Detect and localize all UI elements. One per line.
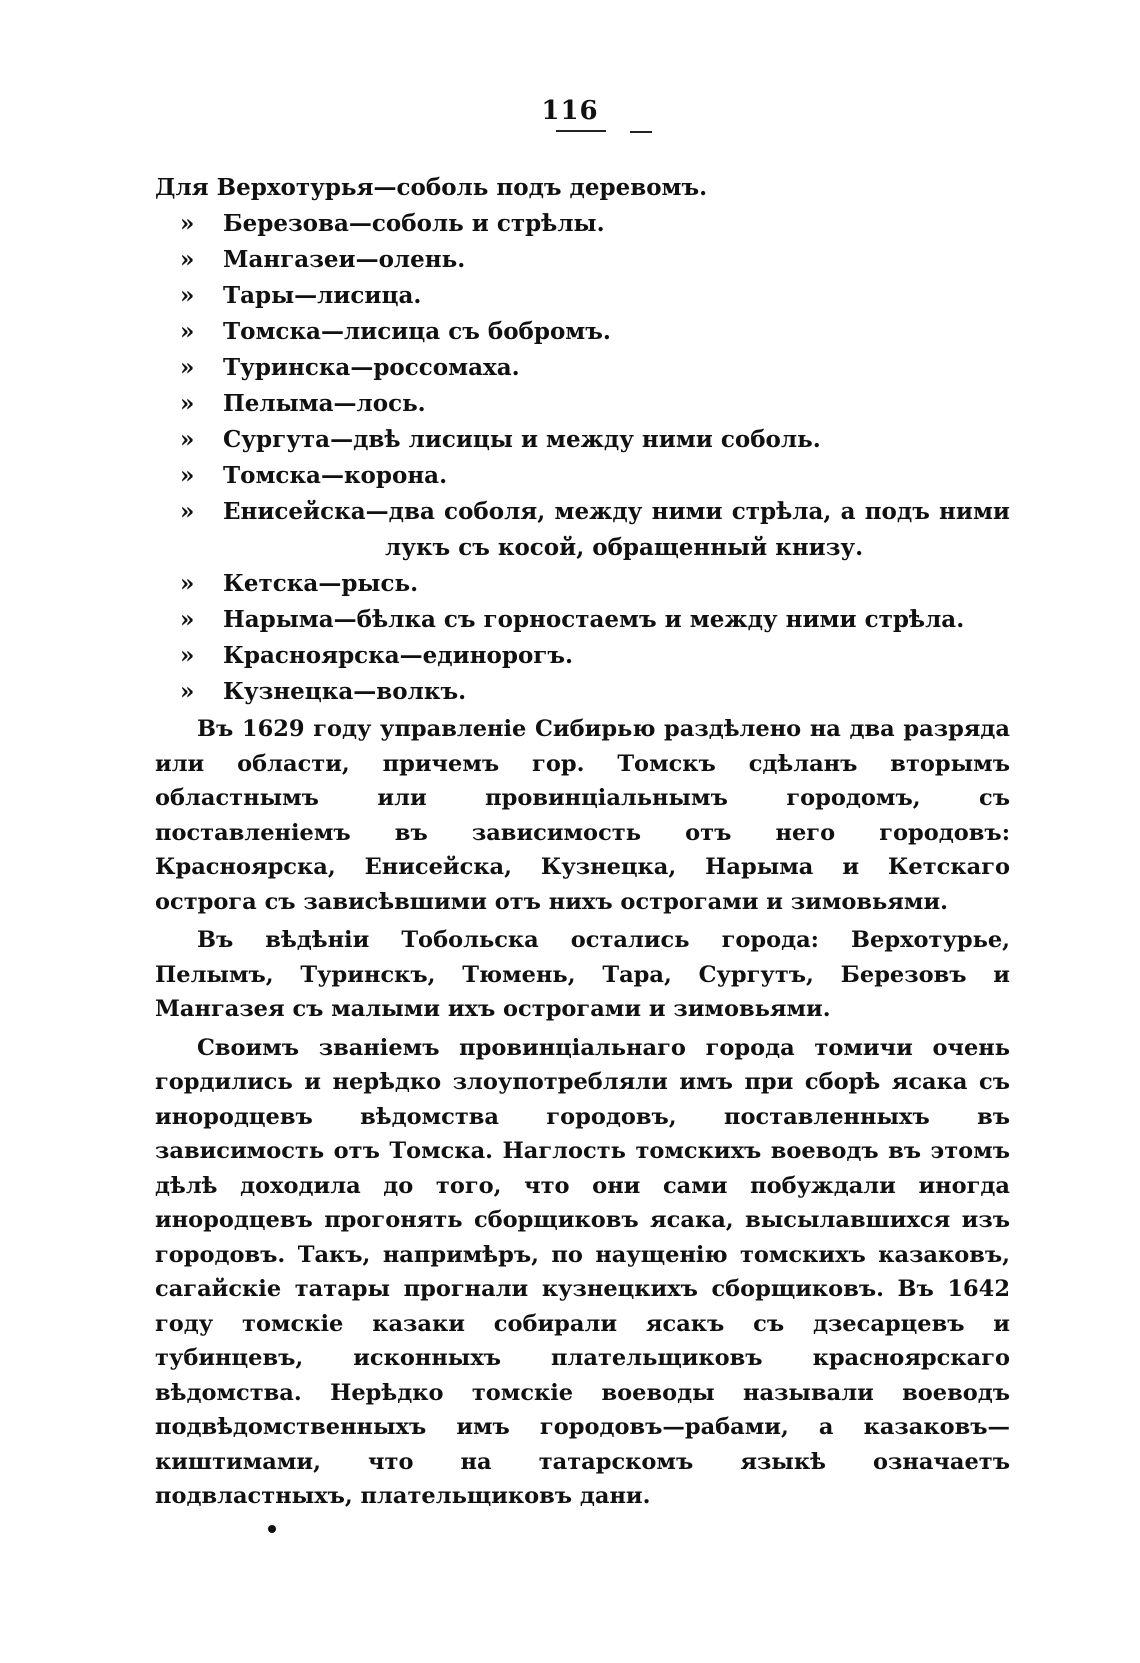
paragraph: Своимъ званіемъ провинціальнаго города томичи очень гордились и нерѣдко злоупотребляли имъ при сборѣ ясака съ инородцевъ вѣдомства городовъ, поставленныхъ въ зависимость отъ Томска. Наглость томскихъ воеводъ въ этомъ дѣлѣ доходила до того, что они сами побуждали иногда инородцевъ прогонять сборщиковъ ясака, высылавшихся изъ городовъ. Такъ, напримѣръ, по наущенію томскихъ казаковъ, сагайскіе татары прогнали кузнецкихъ сборщиковъ. Въ 1642 году томскіе казаки собирали ясакъ съ дзесарцевъ и тубинцевъ, исконныхъ плательщиковъ красноярскаго вѣдомства. Нерѣдко томскіе воеводы называли воеводъ подвѣдомственныхъ имъ городовъ—рабами, а казаковъ—киштимами, что на татарскомъ языкѣ означаетъ подвластныхъ, плательщиковъ дани. [155,1034,1010,1509]
list-item [155,458,1010,494]
list-item-text: Туринска—россомаха. [223,354,520,381]
list-item-text: Томска—корона. [223,462,448,489]
list-item-text: Красноярска—единорогъ. [223,642,574,669]
page-content [155,170,1010,1514]
ditto-mark: » [180,282,195,309]
ditto-mark: » [180,210,195,237]
ditto-mark: » [180,606,195,633]
ditto-mark: » [180,318,195,345]
paragraph: Въ 1629 году управленіе Сибирью раздѣлено на два разряда или области, причемъ гор. Томскъ сдѣланъ вторымъ областнымъ или провинціальнымъ городомъ, съ поставленіемъ въ зависимость отъ него городовъ: Красноярска, Енисейска, Кузнецка, Нарыма и Кетскаго острога съ зависѣвшими отъ нихъ острогами и зимовьями. [155,716,1010,915]
list-item-text: Нарыма—бѣлка съ горностаемъ и между ними стрѣла. [223,606,965,633]
list-item-text: Кетска—рысь. [223,570,419,597]
ink-speck [268,1525,276,1533]
list-item-text: Кузнецка—волкъ. [223,678,467,705]
list-item-text: Тары—лисица. [223,282,422,309]
list-item-text: Мангазеи—олень. [223,246,466,273]
list-item-text: Томска—лисица съ бобромъ. [223,318,611,345]
ditto-mark: » [180,678,195,705]
ditto-mark: » [180,390,195,417]
page-number-rule [556,130,606,132]
list-intro: Для Верхотурья—соболь подъ деревомъ. [155,174,708,201]
ditto-mark: » [180,498,195,525]
list-item [155,602,1010,638]
list-item [155,386,1010,422]
list-item [155,206,1010,242]
list-item [155,674,1010,710]
ditto-mark: » [180,642,195,669]
list-item-text: Сургута—двѣ лисицы и между ними соболь. [223,426,821,453]
list-item [155,278,1010,314]
paragraph: Въ вѣдѣніи Тобольска остались города: Верхотурье, Пелымъ, Туринскъ, Тюмень, Тара, Сургутъ, Березовъ и Мангазея съ малыми ихъ острогами и зимовьями. [155,927,1010,1022]
list-item-text: Березова—соболь и стрѣлы. [223,210,605,237]
list-item-continuation: лукъ съ косой, обращенный книзу. [385,534,864,561]
list-item [155,422,1010,458]
list-item [155,566,1010,602]
list-item [155,314,1010,350]
ditto-mark: » [180,354,195,381]
ditto-mark: » [180,426,195,453]
list-item [155,638,1010,674]
list-item [155,242,1010,278]
list-item [155,494,1010,530]
ditto-mark: » [180,246,195,273]
list-item-text: Енисейска—два соболя, между ними стрѣла, а подъ ними [223,498,1010,525]
list-item [155,350,1010,386]
ditto-mark: » [180,570,195,597]
page-number: 116 [541,96,599,126]
ditto-mark: » [180,462,195,489]
list-item-text: Пелыма—лось. [223,390,426,417]
page-number-rule-dash [630,131,652,133]
